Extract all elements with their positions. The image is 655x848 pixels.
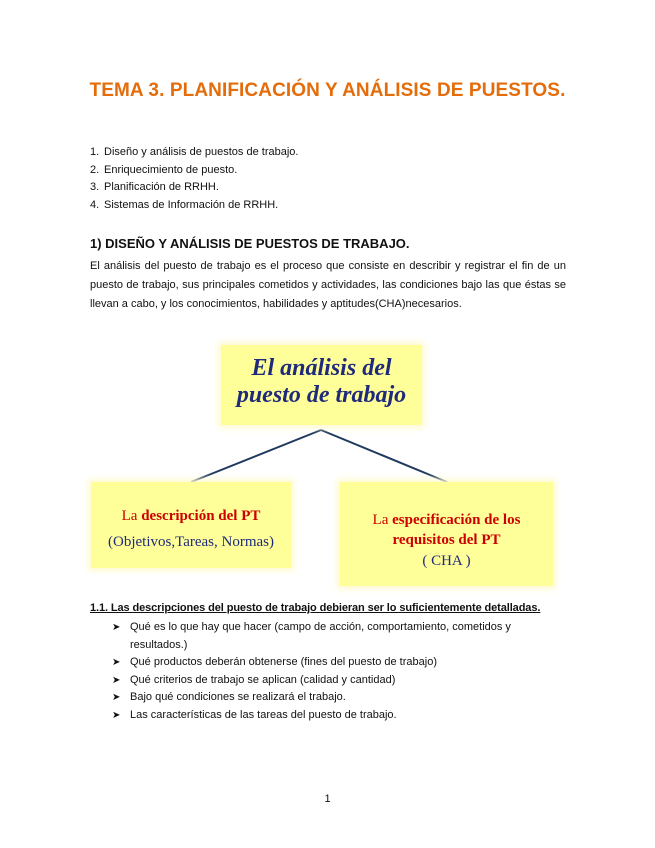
- bullet-text: Qué criterios de trabajo se aplican (calidad y cantidad): [130, 673, 396, 686]
- page-number: 1: [324, 793, 331, 805]
- toc-text: Diseño y análisis de puestos de trabajo.: [104, 146, 299, 158]
- specification-box-sub: ( CHA ): [422, 553, 471, 569]
- toc-item: [90, 162, 298, 180]
- main-box-line1: El análisis del: [251, 355, 392, 381]
- main-box-line2: puesto de trabajo: [236, 382, 407, 408]
- description-strong: descripción del PT: [141, 508, 261, 524]
- description-box-title: [91, 482, 291, 525]
- toc-item: [90, 197, 298, 215]
- bullet-text: Bajo qué condiciones se realizará el trabajo.: [130, 691, 346, 703]
- description-box-sub: (Objetivos,Tareas, Normas): [108, 534, 274, 550]
- toc-number: 2.: [90, 163, 100, 176]
- toc-text: Planificación de RRHH.: [104, 181, 219, 193]
- arrowhead-bullet-icon: ➤: [112, 692, 121, 703]
- document-title: TEMA 3. PLANIFICACIÓN Y ANÁLISIS DE PUESTOS.: [89, 80, 566, 101]
- arrowhead-bullet-icon: ➤: [112, 657, 121, 668]
- toc-item: [90, 179, 298, 197]
- specification-strong1: especificación de los: [392, 512, 521, 528]
- connector-left: [191, 430, 321, 482]
- specification-box-line1: [340, 482, 553, 530]
- section11-heading: 1.1. Las descripciones del puesto de trabajo debieran ser lo suficientemente detalladas.: [90, 602, 541, 614]
- arrowhead-bullet-icon: ➤: [112, 674, 121, 686]
- toc-number: 4.: [90, 198, 100, 211]
- list-item: [112, 689, 552, 707]
- toc-number: 1.: [90, 146, 100, 158]
- table-of-contents: [90, 144, 298, 214]
- toc-number: 3.: [90, 181, 100, 193]
- list-item: [112, 672, 552, 690]
- arrowhead-bullet-icon: ➤: [112, 709, 121, 721]
- toc-text: Sistemas de Información de RRHH.: [104, 198, 279, 211]
- diagram-main-box: [221, 345, 422, 425]
- list-item: [112, 619, 552, 654]
- connector-right: [321, 430, 447, 482]
- section1-paragraph: El análisis del puesto de trabajo es el proceso que consiste en describir y registrar el fin de un puesto de trabajo, sus principales cometidos y actividades, las condiciones bajo las que éstas se llevan a cabo, y los conocimientos, habilidades y aptitudes(CHA)necesarios.: [90, 260, 566, 310]
- arrowhead-bullet-icon: ➤: [112, 622, 121, 633]
- list-item: [112, 654, 552, 672]
- toc-text: Enriquecimiento de puesto.: [104, 163, 238, 176]
- bullet-text: Qué es lo que hay que hacer (campo de acción, comportamiento, cometidos y resultados.): [130, 621, 511, 651]
- toc-item: [90, 144, 298, 162]
- section1-heading: 1) DISEÑO Y ANÁLISIS DE PUESTOS DE TRABAJO.: [90, 236, 410, 251]
- specification-prefix: La: [372, 512, 393, 528]
- diagram-specification-box: [340, 482, 553, 586]
- description-prefix: La: [121, 508, 142, 524]
- bullet-text: Las características de las tareas del puesto de trabajo.: [130, 708, 397, 721]
- section11-bullet-list: [112, 619, 552, 724]
- specification-strong2: requisitos del PT: [392, 532, 501, 548]
- bullet-text: Qué productos deberán obtenerse (fines del puesto de trabajo): [130, 656, 437, 668]
- diagram-description-box: [91, 482, 291, 568]
- list-item: [112, 707, 552, 725]
